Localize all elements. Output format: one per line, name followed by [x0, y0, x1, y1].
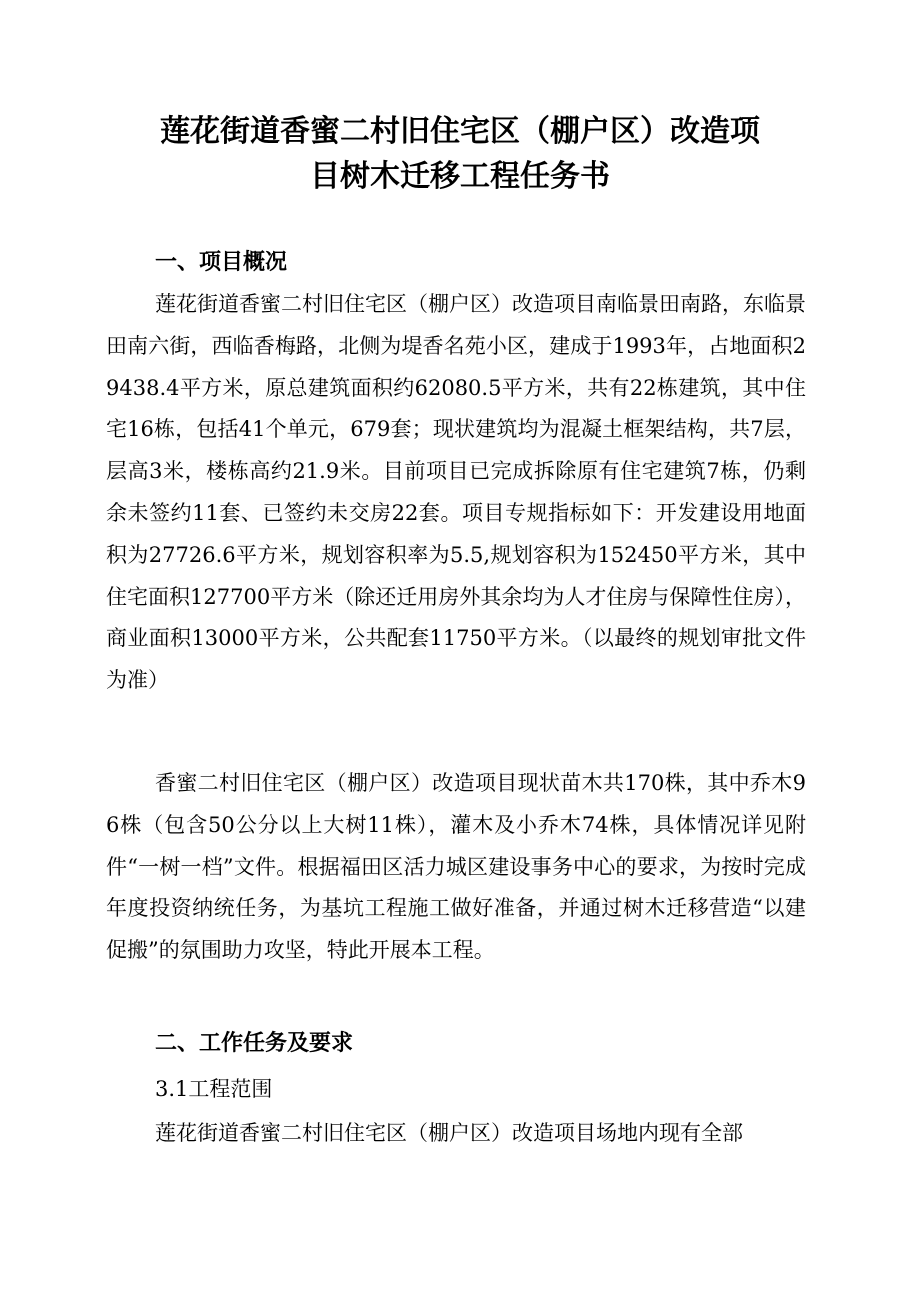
section-heading-tasks-requirements: 二、工作任务及要求 [155, 1031, 354, 1056]
paragraph-project-scope: 莲花街道香蜜二村旧住宅区（棚户区）改造项目场地内现有全部 [155, 1121, 743, 1145]
subheading-project-scope: 3.1工程范围 [155, 1077, 273, 1101]
paragraph-project-overview: 莲花街道香蜜二村旧住宅区（棚户区）改造项目南临景田南路，东临景田南六街，西临香梅路，北侧为堤香名苑小区，建成于1993年，占地面积29438.4平方米，原总建筑面积约62080.5平方米，共有22栋建筑，其中住宅16栋，包括41个单元，679套；现状建筑均为混凝土框架结构，共7层，层高3米，楼栋高约21.9米。目前项目已完成拆除原有住宅建筑7栋，仍剩余未签约11套、已签约未交房22套。项目专规指标如下：开发建设用地面积为27726.6平方米，规划容积率为5.5,规划容积为152450平方米，其中住宅面积127700平方米（除还迁用房外其余均为人才住房与保障性住房），商业面积13000平方米，公共配套11750平方米。（以最终的规划审批文件为准） [106, 292, 806, 693]
section-heading-project-overview: 一、项目概况 [155, 250, 288, 275]
paragraph-tree-inventory: 香蜜二村旧住宅区（棚户区）改造项目现状苗木共170株，其中乔木96株（包含50公分以上大树11株），灌木及小乔木74株，具体情况详见附件“一树一档”文件。根据福田区活力城区建设事务中心的要求，为按时完成年度投资纳统任务，为基坑工程施工做好准备，并通过树木迁移营造“以建促搬”的氛围助力攻坚，特此开展本工程。 [106, 771, 806, 963]
document-title-line-2: 目树木迁移工程任务书 [310, 159, 610, 194]
document-title-line-1: 莲花街道香蜜二村旧住宅区（棚户区）改造项 [160, 114, 760, 149]
